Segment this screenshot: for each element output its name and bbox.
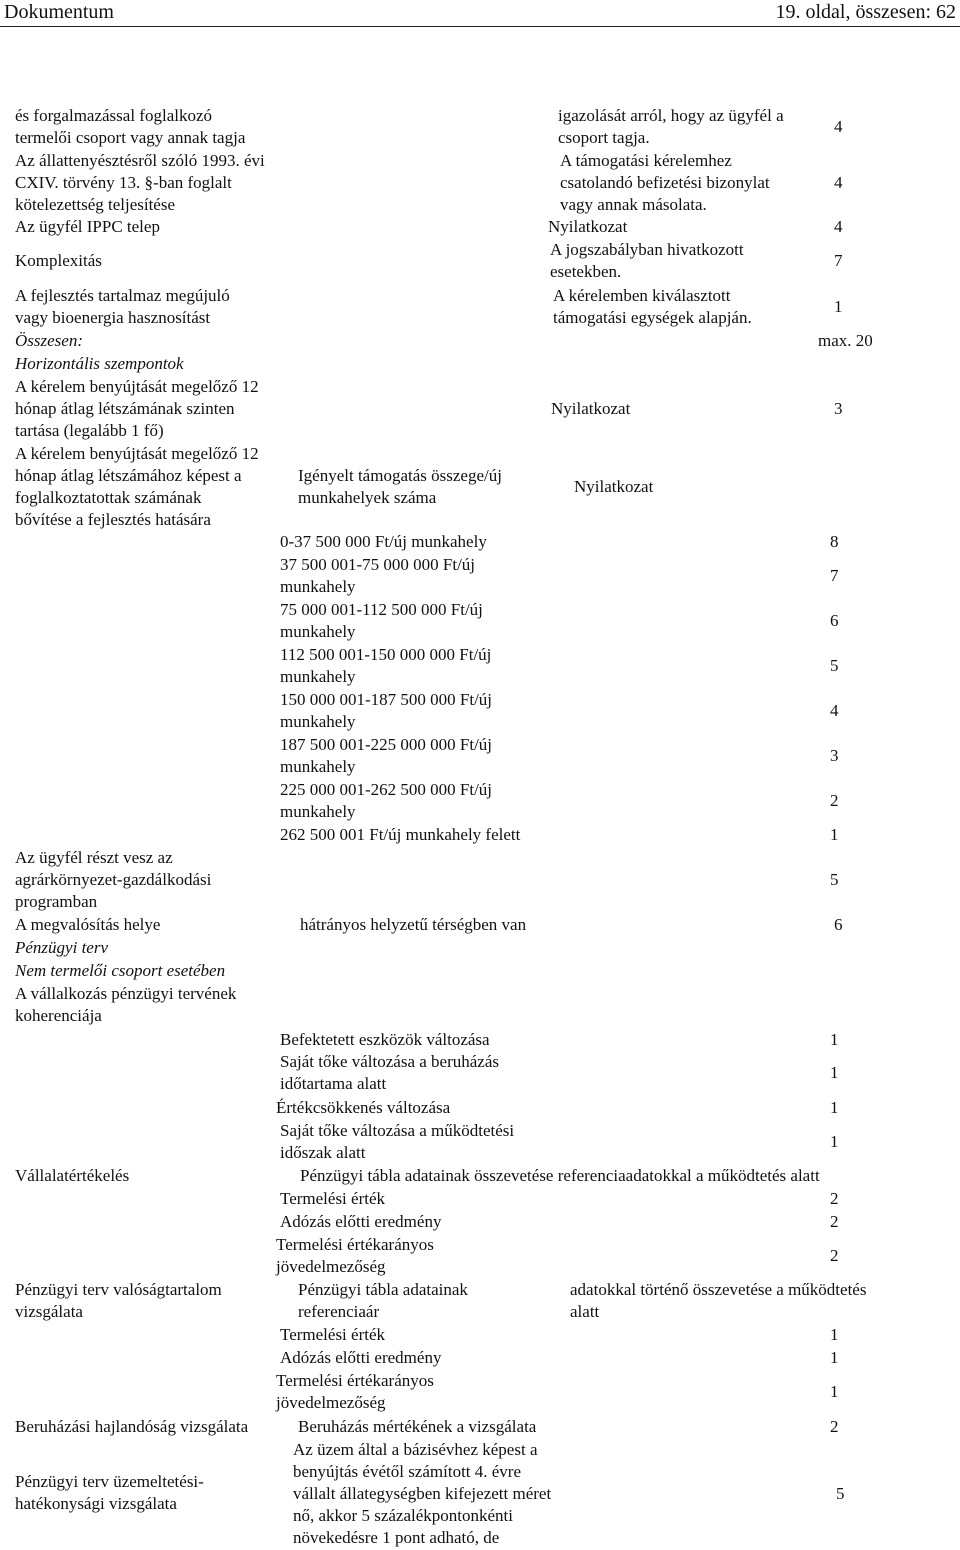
proof-line: növekedésre 1 pont adható, de [293,1528,500,1547]
sub-item: jövedelmezőség [276,1257,386,1276]
proof-line: Beruházás mértékének a vizsgálata [298,1417,537,1436]
criterion-line: koherenciája [15,1006,102,1025]
tier-score: 8 [830,532,839,551]
proof-line: referenciaár [298,1302,380,1321]
tier-range: munkahely [280,712,356,731]
finance-subheading: Nem termelői csoport esetében [15,961,226,980]
sub-item: jövedelmezőség [276,1393,386,1412]
document-title: Dokumentum [4,1,114,23]
proof-line: esetekben. [550,262,622,281]
sub-item: Adózás előtti eredmény [280,1348,442,1367]
score-value: 2 [830,1246,839,1265]
score-value: 2 [830,1417,839,1436]
total-value: max. 20 [818,331,873,350]
score-value: 5 [830,870,839,889]
proof-line: A támogatási kérelemhez [560,151,732,170]
criterion-line: Az ügyfél IPPC telep [15,217,160,236]
proof-line: csoport tagja. [558,128,650,147]
sub-item: Adózás előtti eredmény [280,1212,442,1231]
proof-line: A kérelemben kiválasztott [553,286,731,305]
proof-line: A jogszabályban hivatkozott [550,240,744,259]
score-value: 5 [836,1484,845,1503]
criterion-line: hónap átlag létszámának szinten [15,399,235,418]
sub-item: Termelési érték [280,1189,386,1208]
score-value: 1 [830,1132,839,1151]
criterion-line: Komplexitás [15,251,102,270]
criterion-line: vagy bioenergia hasznosítást [15,308,211,327]
criterion-line: hónap átlag létszámához képest a [15,466,242,485]
proof-line: Pénzügyi tábla adatainak [298,1280,468,1299]
score-value: 1 [834,297,843,316]
tier-range: munkahely [280,667,356,686]
criterion-line: Az ügyfél részt vesz az [15,848,173,867]
tier-range: munkahely [280,577,356,596]
score-value: 4 [834,117,843,136]
page-indicator: 19. oldal, összesen: 62 [775,1,956,23]
criterion-line: A kérelem benyújtását megelőző 12 [15,444,259,463]
score-value: 1 [830,1063,839,1082]
score-value: 1 [830,1382,839,1401]
proof-line: csatolandó befizetési bizonylat [560,173,770,192]
criterion-line: vizsgálata [15,1302,83,1321]
criterion-line: bővítése a fejlesztés hatására [15,510,211,529]
criterion-line: kötelezettség teljesítése [15,195,176,214]
criterion-line: termelői csoport vagy annak tagja [15,128,246,147]
tier-range: 187 500 001-225 000 000 Ft/új [280,735,493,754]
criterion-line: hatékonysági vizsgálata [15,1494,177,1513]
criterion-line: Pénzügyi terv valóságtartalom [15,1280,222,1299]
tier-range: 150 000 001-187 500 000 Ft/új [280,690,493,709]
sub-item: Saját tőke változása a működtetési [280,1121,515,1140]
score-value: 4 [834,217,843,236]
proof-line: Az üzem által a bázisévhez képest a [293,1440,538,1459]
subheader-line: munkahelyek száma [298,488,437,507]
sub-item: Értékcsökkenés változása [276,1098,451,1117]
tier-score: 3 [830,746,839,765]
tier-score: 1 [830,825,839,844]
criterion-line: és forgalmazással foglalkozó [15,106,213,125]
tier-range: 75 000 001-112 500 000 Ft/új [280,600,483,619]
finance-heading: Pénzügyi terv [15,938,108,957]
score-value: 1 [830,1348,839,1367]
score-value: 1 [830,1098,839,1117]
tier-score: 6 [830,611,839,630]
criterion-line: Pénzügyi terv üzemeltetési- [15,1472,204,1491]
proof-line: Nyilatkozat [574,477,654,496]
proof-line: igazolását arról, hogy az ügyfél a [558,106,784,125]
criterion-line: A megvalósítás helye [15,915,161,934]
tier-score: 2 [830,791,839,810]
tier-score: 5 [830,656,839,675]
header-divider [0,26,960,27]
tier-range: 112 500 001-150 000 000 Ft/új [280,645,492,664]
section-heading: Horizontális szempontok [15,354,184,373]
criterion-line: foglalkoztatottak számának [15,488,202,507]
score-value: 3 [834,399,843,418]
tier-range: munkahely [280,757,356,776]
proof-line: Nyilatkozat [551,399,631,418]
sub-item: Termelési érték [280,1325,386,1344]
sub-item: Termelési értékarányos [276,1371,434,1390]
tier-range: 262 500 001 Ft/új munkahely felett [280,825,521,844]
criterion-line: Az állattenyésztésről szóló 1993. évi [15,151,265,170]
tier-range: munkahely [280,802,356,821]
criterion-line: CXIV. törvény 13. §-ban foglalt [15,173,232,192]
tier-range: 37 500 001-75 000 000 Ft/új [280,555,476,574]
total-label: Összesen: [15,331,83,350]
proof-line: adatokkal történő összevetése a működtetés [570,1280,867,1299]
sub-item: Befektetett eszközök változása [280,1030,490,1049]
score-value: 2 [830,1212,839,1231]
proof-line: benyújtás évétől számított 4. évre [293,1462,522,1481]
tier-score: 7 [830,566,839,585]
proof-line: Pénzügyi tábla adatainak összevetése referenciaadatokkal a működtetés alatt [300,1166,820,1185]
tier-range: 0-37 500 000 Ft/új munkahely [280,532,487,551]
criterion-line: tartása (legalább 1 fő) [15,421,164,440]
score-value: 7 [834,251,843,270]
score-value: 2 [830,1189,839,1208]
tier-score: 4 [830,701,839,720]
score-value: 1 [830,1030,839,1049]
proof-line: vállalt állategységben kifejezett méret [293,1484,552,1503]
proof-line: vagy annak másolata. [560,195,707,214]
score-value: 1 [830,1325,839,1344]
proof-line: Nyilatkozat [548,217,628,236]
sub-item: Termelési értékarányos [276,1235,434,1254]
proof-line: nő, akkor 5 százalékpontonkénti [293,1506,513,1525]
score-value: 6 [834,915,843,934]
criterion-line: A fejlesztés tartalmaz megújuló [15,286,230,305]
subheader-line: Igényelt támogatás összege/új [298,466,502,485]
criterion-line: A kérelem benyújtását megelőző 12 [15,377,259,396]
tier-range: 225 000 001-262 500 000 Ft/új [280,780,493,799]
score-value: 4 [834,173,843,192]
criterion-line: Beruházási hajlandóság vizsgálata [15,1417,249,1436]
criterion-line: Vállalatértékelés [15,1166,130,1185]
criterion-line: programban [15,892,98,911]
criterion-line: agrárkörnyezet-gazdálkodási [15,870,212,889]
proof-line: alatt [570,1302,600,1321]
sub-item: Saját tőke változása a beruházás [280,1052,500,1071]
tier-range: munkahely [280,622,356,641]
sub-item: időszak alatt [280,1143,366,1162]
criterion-line: A vállalkozás pénzügyi tervének [15,984,237,1003]
proof-line: támogatási egységek alapján. [553,308,752,327]
sub-item: időtartama alatt [280,1074,387,1093]
proof-line: hátrányos helyzetű térségben van [300,915,527,934]
